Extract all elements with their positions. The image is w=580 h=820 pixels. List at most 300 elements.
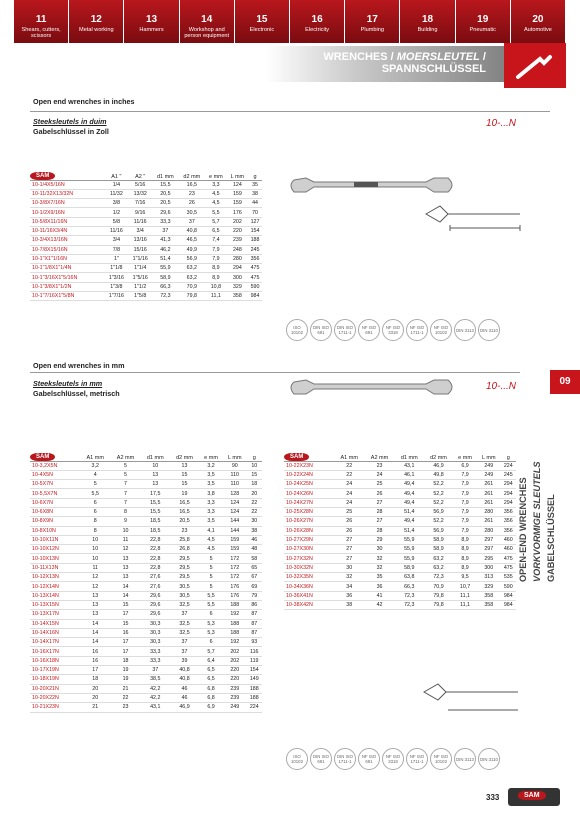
wrench-category-box: [504, 43, 566, 88]
table-cell: 30,5: [170, 582, 199, 591]
standard-badge: NF ISO 3318: [382, 319, 404, 341]
table-cell: 6: [80, 498, 110, 507]
table-cell: 58,9: [395, 563, 424, 572]
table-cell: 475: [501, 563, 516, 572]
table-cell: 7/16: [128, 199, 152, 208]
table-cell: 79,8: [424, 591, 453, 600]
section2-title-nl: Steeksleutels in mm: [33, 379, 103, 388]
table-cell: 67: [247, 573, 262, 582]
table-cell: 13: [110, 563, 140, 572]
table-cell: 11/32: [104, 189, 128, 198]
table-cell: 239: [223, 684, 247, 693]
table-cell: 30: [247, 517, 262, 526]
table-row: [284, 526, 516, 535]
table-cell: 21: [110, 684, 140, 693]
table-cell: 27: [334, 535, 364, 544]
table-cell: 5: [199, 582, 223, 591]
table-cell: 9: [110, 517, 140, 526]
product-code: 10-1"X1"1/16N: [30, 254, 104, 263]
table-cell: 37: [170, 647, 199, 656]
table-cell: 11: [110, 535, 140, 544]
table-cell: 18,5: [141, 526, 170, 535]
table-cell: 49,4: [395, 489, 424, 498]
table-cell: 52,2: [424, 489, 453, 498]
table-cell: 5: [110, 470, 140, 479]
table-cell: 202: [223, 656, 247, 665]
table-cell: 69: [247, 582, 262, 591]
table-row: [284, 507, 516, 516]
table-cell: 3/4: [104, 236, 128, 245]
table-cell: 17: [110, 610, 140, 619]
table-row: [30, 480, 262, 489]
table-cell: 6,5: [205, 226, 227, 235]
category-label: Pneumatic: [469, 27, 496, 33]
table-cell: 172: [223, 554, 247, 563]
table-cell: 29,6: [141, 600, 170, 609]
table-cell: 55,9: [152, 264, 178, 273]
product-code: 10-12X14N: [30, 582, 80, 591]
table-row: [284, 545, 516, 554]
table-cell: 26: [364, 489, 394, 498]
table-cell: 7,9: [205, 254, 227, 263]
product-code: 10-14X17N: [30, 638, 80, 647]
table-cell: 39: [170, 656, 199, 665]
table-cell: 6,5: [199, 675, 223, 684]
table-cell: 5,7: [199, 647, 223, 656]
table-cell: 79,8: [179, 292, 205, 301]
table-cell: 159: [227, 199, 248, 208]
table-row: [30, 517, 262, 526]
table-cell: 27: [364, 498, 394, 507]
table-cell: 37: [152, 226, 178, 235]
table-cell: 24: [364, 470, 394, 479]
table-row: [30, 647, 262, 656]
product-code: 10-22X24N: [284, 470, 334, 479]
column-header: A2 mm: [110, 441, 140, 461]
standard-badge: NF ISO 10102: [430, 748, 452, 770]
product-code: 10-38X42N: [284, 600, 334, 609]
table-cell: 55,9: [395, 554, 424, 563]
table-cell: 127: [248, 217, 262, 226]
table-cell: 8,9: [453, 563, 477, 572]
table-cell: 159: [223, 535, 247, 544]
table-cell: 32: [364, 554, 394, 563]
header-logo: [284, 441, 334, 461]
table-cell: 33,3: [141, 656, 170, 665]
table-cell: 11,1: [453, 600, 477, 609]
table-cell: 46,2: [152, 245, 178, 254]
table-cell: 5/16: [128, 180, 152, 189]
category-label: Plumbing: [360, 27, 384, 33]
table-row: [30, 180, 262, 189]
table-cell: 49,4: [395, 480, 424, 489]
table-row: [30, 217, 262, 226]
table-cell: 13: [80, 610, 110, 619]
table-cell: 8,9: [453, 535, 477, 544]
table-cell: 188: [247, 693, 262, 702]
table-cell: 8,9: [205, 273, 227, 282]
product-code: 10-21X23N: [30, 703, 80, 712]
table-cell: 46,9: [424, 461, 453, 470]
table-cell: 1": [104, 254, 128, 263]
product-code: 10-18X19N: [30, 675, 80, 684]
table-cell: 280: [477, 507, 501, 516]
table-cell: 46: [247, 535, 262, 544]
table-cell: 90: [223, 461, 247, 470]
table-row: [30, 282, 262, 291]
category-tab-20[interactable]: [511, 0, 566, 43]
category-tab-19[interactable]: [456, 0, 511, 43]
standard-badge: NF ISO 10102: [430, 319, 452, 341]
table-cell: 329: [227, 282, 248, 291]
table-cell: 188: [248, 236, 262, 245]
product-code: 10-16X18N: [30, 656, 80, 665]
table-row: [30, 535, 262, 544]
table-cell: 23: [110, 703, 140, 712]
table-cell: 188: [223, 600, 247, 609]
table-cell: 300: [227, 273, 248, 282]
table-cell: 7,9: [453, 517, 477, 526]
table-cell: 37: [179, 217, 205, 226]
category-tab-17[interactable]: [345, 0, 400, 43]
standard-badge: ISO 10102: [286, 319, 308, 341]
table-row: [30, 693, 262, 702]
table-cell: 14: [110, 582, 140, 591]
table-cell: 30: [334, 563, 364, 572]
table-cell: 34: [334, 582, 364, 591]
table-cell: 38: [334, 600, 364, 609]
table-cell: 79,8: [424, 600, 453, 609]
table-cell: 20: [80, 684, 110, 693]
table-cell: 13: [80, 600, 110, 609]
category-tab-13[interactable]: [124, 0, 179, 43]
table-cell: 46,9: [170, 703, 199, 712]
table-cell: 294: [227, 264, 248, 273]
side-text-nl: VORKVORMIGE SLEUTELS: [532, 461, 542, 582]
table-cell: 20: [80, 693, 110, 702]
standard-badge: ISO 10102: [286, 748, 308, 770]
table-cell: 40,8: [179, 226, 205, 235]
table-cell: 294: [501, 480, 516, 489]
table-cell: 297: [477, 535, 501, 544]
product-code: 10-26X28N: [284, 526, 334, 535]
table-cell: 10,7: [453, 582, 477, 591]
product-code: 10-1"3/16X1"5/16N: [30, 273, 104, 282]
table-row: [30, 273, 262, 282]
table-cell: 3,5: [199, 480, 223, 489]
table-cell: 159: [227, 189, 248, 198]
table-cell: 22: [247, 498, 262, 507]
product-code: 10-13X15N: [30, 600, 80, 609]
table-cell: 3/4: [128, 226, 152, 235]
table-cell: 535: [501, 573, 516, 582]
product-code: 10-3/8X7/16N: [30, 199, 104, 208]
table-cell: 17: [110, 647, 140, 656]
table-cell: 32,5: [170, 628, 199, 637]
table-cell: 55,9: [395, 545, 424, 554]
table-cell: 15,5: [141, 507, 170, 516]
table-row: [30, 245, 262, 254]
category-tab-11[interactable]: [14, 0, 69, 43]
table-cell: 356: [501, 517, 516, 526]
table-cell: 16: [80, 656, 110, 665]
product-code: 10-13X14N: [30, 591, 80, 600]
table-cell: 261: [477, 517, 501, 526]
product-code: 10-25X28N: [284, 507, 334, 516]
inch-wrench-table: [30, 160, 262, 301]
table-cell: 13: [110, 554, 140, 563]
table-cell: 176: [223, 582, 247, 591]
standard-badge: NF ISO 3318: [382, 748, 404, 770]
table-cell: 87: [247, 619, 262, 628]
table-cell: 5,3: [199, 628, 223, 637]
brand-text: SAM: [518, 791, 546, 800]
table-cell: 110: [223, 480, 247, 489]
table-cell: 220: [227, 226, 248, 235]
table-cell: 6: [80, 507, 110, 516]
product-code: 10-24X27N: [284, 498, 334, 507]
table-cell: 6,9: [453, 461, 477, 470]
table-row: [30, 600, 262, 609]
standard-badge: DIN 3110: [478, 748, 500, 770]
table-cell: 172: [223, 573, 247, 582]
table-cell: 46: [170, 684, 199, 693]
product-code: 10-1"3/8X1"1/2N: [30, 282, 104, 291]
table-cell: 475: [248, 273, 262, 282]
table-row: [284, 554, 516, 563]
table-cell: 15,5: [152, 180, 178, 189]
table-cell: 1"5/16: [128, 273, 152, 282]
table-cell: 220: [223, 675, 247, 684]
table-cell: 55,9: [395, 535, 424, 544]
table-cell: 188: [223, 628, 247, 637]
table-cell: 128: [223, 489, 247, 498]
table-cell: 35: [364, 573, 394, 582]
table-cell: 27: [334, 545, 364, 554]
table-row: [30, 666, 262, 675]
table-cell: 27: [334, 554, 364, 563]
table-cell: 3,3: [205, 180, 227, 189]
table-cell: 38,5: [141, 675, 170, 684]
table-cell: 46,5: [179, 236, 205, 245]
product-code: 10-5X7N: [30, 480, 80, 489]
table-cell: 295: [477, 554, 501, 563]
category-tab-14[interactable]: [180, 0, 235, 43]
table-cell: 70: [248, 208, 262, 217]
table-cell: 4,1: [199, 526, 223, 535]
table-cell: 86: [247, 600, 262, 609]
product-code: 10-11/32X13/32N: [30, 189, 104, 198]
table-cell: 1"3/16: [104, 273, 128, 282]
product-code: 10-36X41N: [284, 591, 334, 600]
table-cell: 590: [501, 582, 516, 591]
table-cell: 51,4: [152, 254, 178, 263]
table-cell: 29: [364, 535, 394, 544]
category-tab-18[interactable]: [400, 0, 455, 43]
table-cell: 119: [247, 656, 262, 665]
table-cell: 1"5/8: [128, 292, 152, 301]
category-label: Metal working: [79, 27, 114, 33]
table-cell: 1/2: [104, 208, 128, 217]
table-cell: 11/16: [128, 217, 152, 226]
table-cell: 7,9: [453, 498, 477, 507]
table-cell: 110: [223, 470, 247, 479]
column-header: g: [248, 160, 262, 180]
category-number: 18: [421, 14, 434, 25]
table-cell: 4,5: [199, 535, 223, 544]
table-cell: 52,2: [424, 480, 453, 489]
section1-title-de: Gabelschlüssel in Zoll: [33, 127, 109, 136]
table-cell: 20,5: [170, 517, 199, 526]
table-cell: 239: [227, 236, 248, 245]
table-cell: 11: [80, 563, 110, 572]
table-cell: 18: [80, 675, 110, 684]
category-label: Electricity: [305, 27, 330, 33]
table-cell: 16,5: [170, 498, 199, 507]
table-cell: 22,8: [141, 554, 170, 563]
table-cell: 358: [227, 292, 248, 301]
section2-title-en: Open end wrenches in mm: [33, 361, 125, 370]
table-cell: 172: [223, 563, 247, 572]
table-cell: 1"1/8: [104, 264, 128, 273]
table-cell: 87: [247, 628, 262, 637]
table-cell: 25: [334, 507, 364, 516]
table-row: [30, 264, 262, 273]
product-code: 10-32X35N: [284, 573, 334, 582]
wrench-image: [284, 168, 460, 202]
table-row: [30, 619, 262, 628]
table-row: [30, 573, 262, 582]
table-cell: 5,5: [199, 591, 223, 600]
category-label: Building: [417, 27, 438, 33]
product-code: 10-10X12N: [30, 545, 80, 554]
table-cell: 4,5: [205, 199, 227, 208]
table-cell: 124: [223, 507, 247, 516]
category-tab-12[interactable]: [69, 0, 124, 43]
category-number: 20: [532, 14, 544, 25]
table-cell: 202: [223, 647, 247, 656]
section1-title-en: Open end wrenches in inches: [33, 97, 135, 106]
table-row: [30, 638, 262, 647]
table-cell: 29,5: [170, 573, 199, 582]
table-cell: 10,8: [205, 282, 227, 291]
table-cell: 23: [170, 526, 199, 535]
table-cell: 261: [477, 480, 501, 489]
table-cell: 58: [247, 554, 262, 563]
table-cell: 249: [477, 461, 501, 470]
table-cell: 66,3: [395, 582, 424, 591]
product-code: 10-24X25N: [284, 480, 334, 489]
table-cell: 23: [179, 189, 205, 198]
table-row: [30, 582, 262, 591]
product-code: 10-1/4X5/16N: [30, 180, 104, 189]
section1-title-nl: Steeksleutels in duim: [33, 117, 107, 126]
table-cell: 87: [247, 610, 262, 619]
column-header: d2 mm: [170, 441, 199, 461]
table-cell: 49,4: [395, 517, 424, 526]
table-cell: 36: [334, 591, 364, 600]
table-row: [30, 684, 262, 693]
table-cell: 356: [501, 526, 516, 535]
table-cell: 33,3: [152, 217, 178, 226]
table-cell: 8,9: [453, 554, 477, 563]
table-cell: 13/16: [128, 236, 152, 245]
category-number: 11: [35, 14, 47, 25]
table-cell: 5: [80, 480, 110, 489]
table-cell: 19: [170, 489, 199, 498]
product-code: 10-6X7N: [30, 498, 80, 507]
product-code: 10-27X29N: [284, 535, 334, 544]
table-cell: 70,9: [424, 582, 453, 591]
table-cell: 6,5: [199, 666, 223, 675]
table-cell: 149: [247, 675, 262, 684]
table-cell: 3,5: [199, 517, 223, 526]
table-cell: 16,5: [179, 180, 205, 189]
category-number: 16: [311, 14, 323, 25]
table-cell: 15: [170, 470, 199, 479]
table-cell: 27,6: [141, 582, 170, 591]
table-cell: 239: [223, 693, 247, 702]
wrench-icon: [514, 53, 556, 79]
table-row: [30, 507, 262, 516]
banner-title: [323, 51, 486, 75]
sam-logo: SAM: [30, 172, 55, 180]
column-header: L mm: [223, 441, 247, 461]
table-cell: 13: [141, 480, 170, 489]
table-cell: 13: [170, 461, 199, 470]
table-cell: 19: [110, 666, 140, 675]
table-row: [30, 498, 262, 507]
column-header: A2 ": [128, 160, 152, 180]
table-cell: 15,5: [141, 498, 170, 507]
table-cell: 176: [223, 591, 247, 600]
table-cell: 5/8: [104, 217, 128, 226]
table-cell: 72,3: [152, 292, 178, 301]
product-code: 10-17X19N: [30, 666, 80, 675]
product-code: 10-10X13N: [30, 554, 80, 563]
product-code: 10-8X9N: [30, 517, 80, 526]
table-cell: 37: [141, 666, 170, 675]
table-cell: 5,3: [199, 619, 223, 628]
table-row: [30, 703, 262, 712]
table-cell: 3,3: [199, 498, 223, 507]
table-cell: 5: [110, 461, 140, 470]
table-cell: 475: [501, 554, 516, 563]
table-row: [30, 199, 262, 208]
table-row: [284, 461, 516, 470]
table-cell: 36: [364, 582, 394, 591]
table-cell: 79: [247, 591, 262, 600]
table-row: [30, 675, 262, 684]
table-cell: 13: [80, 591, 110, 600]
category-number: 12: [90, 14, 102, 25]
category-tab-16[interactable]: [290, 0, 345, 43]
table-cell: 984: [501, 600, 516, 609]
category-label: Electronic: [249, 27, 275, 33]
product-code: 10-5,5X7N: [30, 489, 80, 498]
side-vertical-text: [518, 432, 578, 582]
table-cell: 356: [248, 254, 262, 263]
category-tab-15[interactable]: [235, 0, 290, 43]
table-cell: 8: [80, 526, 110, 535]
table-row: [284, 480, 516, 489]
table-cell: 245: [501, 470, 516, 479]
column-header: A1 mm: [80, 441, 110, 461]
product-code: 10-27X32N: [284, 554, 334, 563]
product-code: 10-8X10N: [30, 526, 80, 535]
product-code: 10-1"7/16X1"5/8N: [30, 292, 104, 301]
table-cell: 13: [141, 470, 170, 479]
